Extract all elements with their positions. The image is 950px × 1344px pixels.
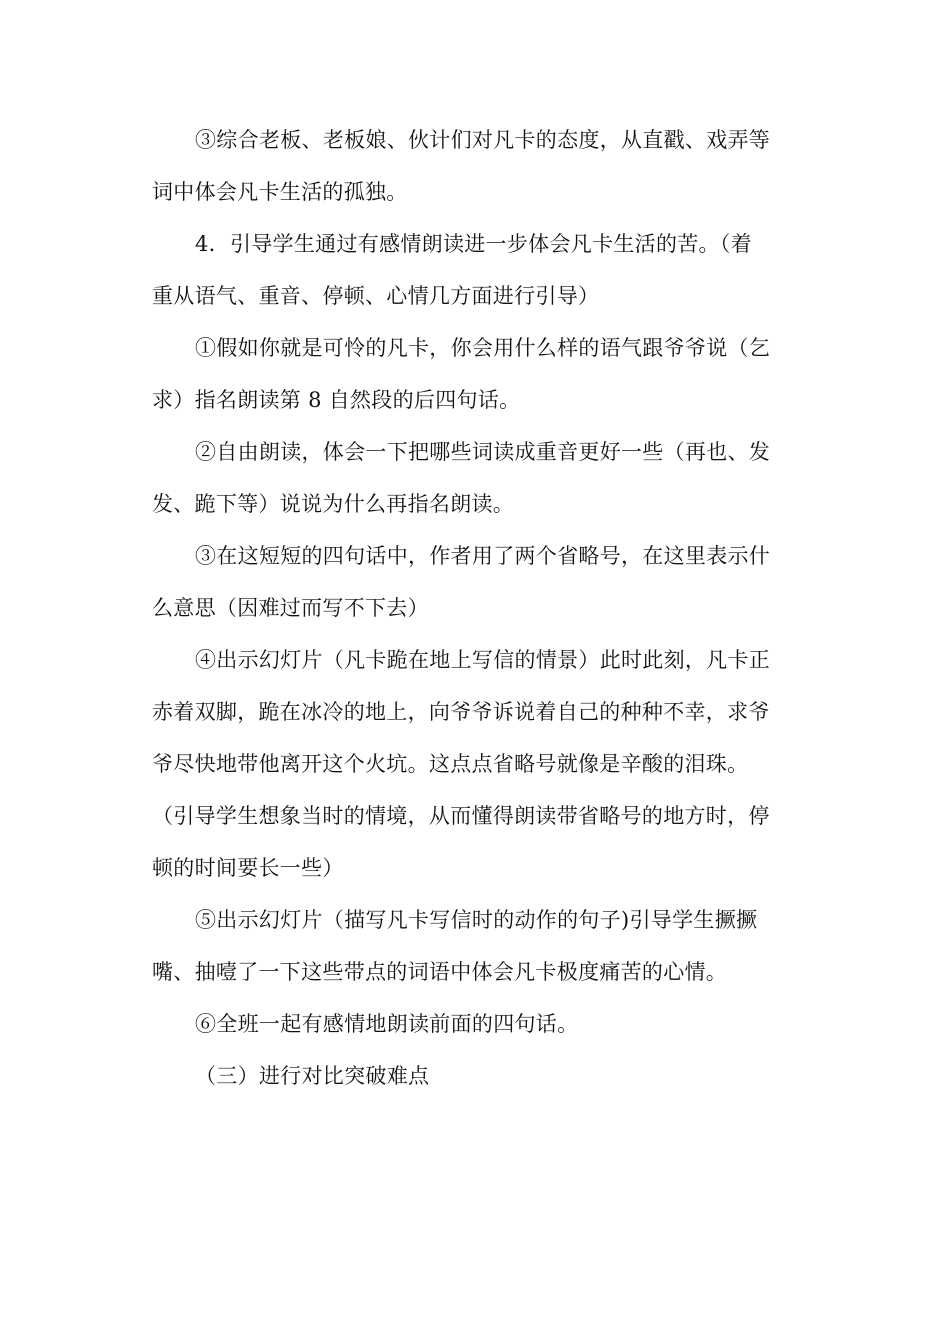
paragraph-line: 发、跪下等）说说为什么再指名朗读。 (152, 492, 515, 516)
section-heading: （三）进行对比突破难点 (195, 1064, 430, 1088)
paragraph-line: 赤着双脚，跪在冰冷的地上，向爷爷诉说着自己的种种不幸，求爷 (152, 700, 770, 724)
paragraph-line: 4．引导学生通过有感情朗读进一步体会凡卡生活的苦。（着 (195, 232, 752, 256)
paragraph-line: 嘴、抽噎了一下这些带点的词语中体会凡卡极度痛苦的心情。 (152, 960, 728, 984)
paragraph-line: ④出示幻灯片（凡卡跪在地上写信的情景）此时此刻，凡卡正 (195, 648, 771, 672)
paragraph-line: ③综合老板、老板娘、伙计们对凡卡的态度，从直戳、戏弄等 (195, 128, 771, 152)
paragraph-line: ①假如你就是可怜的凡卡，你会用什么样的语气跟爷爷说（乞 (195, 336, 771, 360)
paragraph-line: 爷尽快地带他离开这个火坑。这点点省略号就像是辛酸的泪珠。 (152, 752, 749, 776)
paragraph-line: （引导学生想象当时的情境，从而懂得朗读带省略号的地方时，停 (152, 804, 770, 828)
paragraph-line: ⑥全班一起有感情地朗读前面的四句话。 (195, 1012, 579, 1036)
paragraph-line: ⑤出示幻灯片（描写凡卡写信时的动作的句子)引导学生撅撅 (195, 908, 758, 932)
paragraph-line: 么意思（因难过而写不下去） (152, 596, 429, 620)
paragraph-line: ③在这短短的四句话中，作者用了两个省略号，在这里表示什 (195, 544, 771, 568)
paragraph-line: 重从语气、重音、停顿、心情几方面进行引导） (152, 284, 600, 308)
paragraph-line: ②自由朗读，体会一下把哪些词读成重音更好一些（再也、发 (195, 440, 771, 464)
paragraph-line: 顿的时间要长一些） (152, 856, 344, 880)
paragraph-line: 求）指名朗读第 8 自然段的后四句话。 (152, 388, 521, 412)
paragraph-line: 词中体会凡卡生活的孤独。 (152, 180, 408, 204)
